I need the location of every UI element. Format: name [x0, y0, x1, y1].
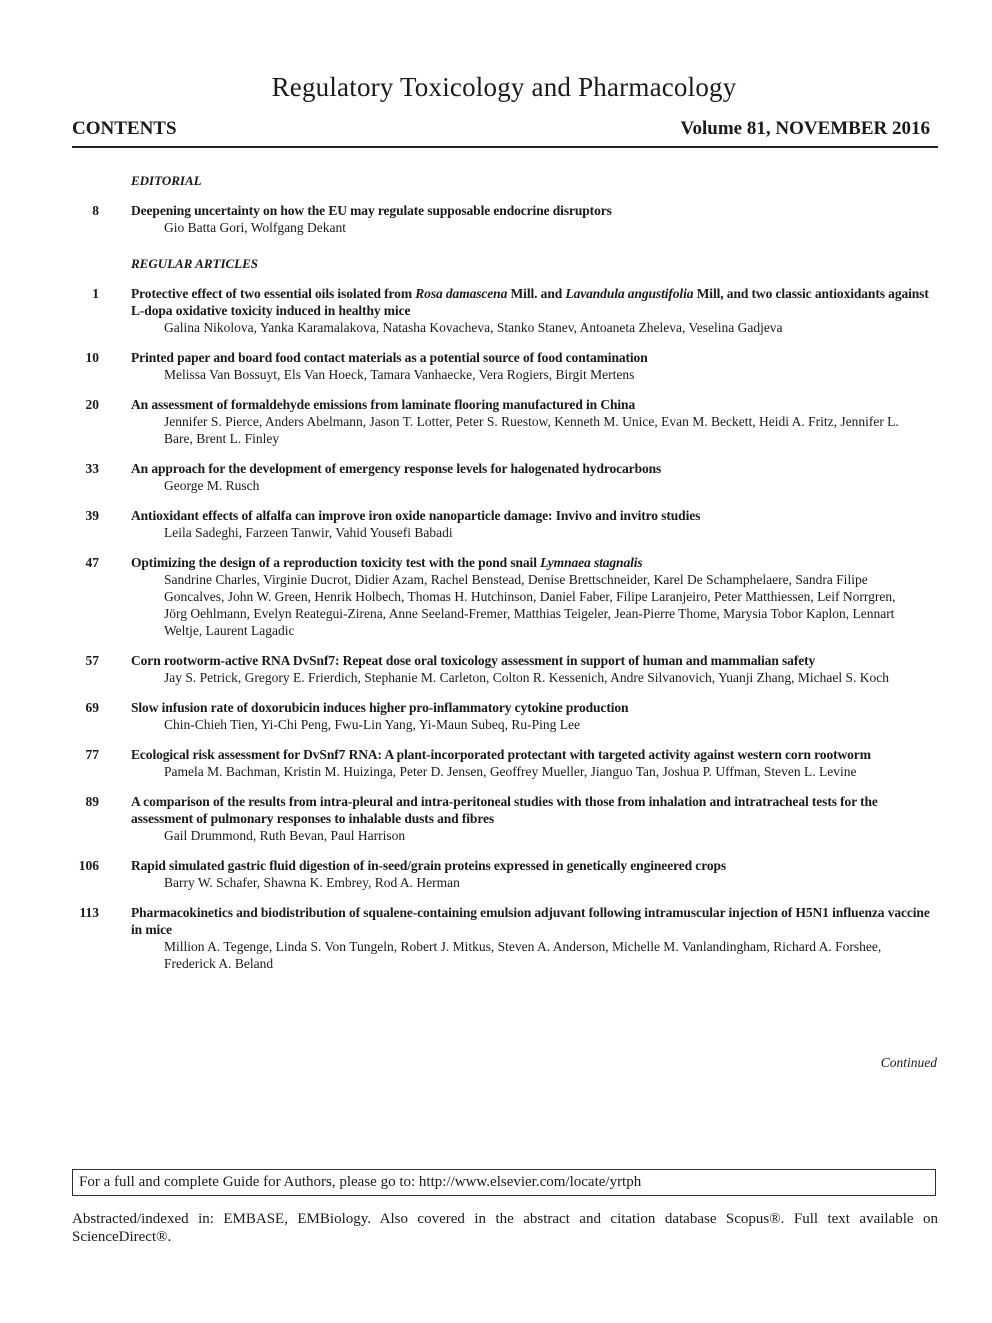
guide-for-authors-box [72, 1169, 936, 1196]
article-authors: Barry W. Schafer, Shawna K. Embrey, Rod A. Herman [164, 875, 460, 890]
article-authors: Jennifer S. Pierce, Anders Abelmann, Jason T. Lotter, Peter S. Ruestow, Kenneth M. Unice, Evan M. Beckett, Heidi A. Fritz, Jennifer L. Bare, Brent L. Finley [164, 414, 899, 446]
article-title[interactable]: Rapid simulated gastric fluid digestion of in-seed/grain proteins expressed in genetically engineered crops [131, 858, 727, 873]
article-authors: Million A. Tegenge, Linda S. Von Tungeln, Robert J. Mitkus, Steven A. Anderson, Michelle M. Vanlandingham, Richard A. Forshee, Frederick A. Beland [164, 939, 882, 971]
article-title[interactable]: Antioxidant effects of alfalfa can improve iron oxide nanoparticle damage: Invivo and invitro studies [131, 508, 701, 523]
section-heading: EDITORIAL [131, 173, 202, 188]
article-authors: Leila Sadeghi, Farzeen Tanwir, Vahid Yousefi Babadi [164, 525, 453, 540]
guide-for-authors-text: For a full and complete Guide for Authors, please go to: http://www.elsevier.com/locate/yrtph [79, 1174, 642, 1190]
page-number: 113 [79, 905, 99, 920]
article-authors: Chin-Chieh Tien, Yi-Chi Peng, Fwu-Lin Yang, Yi-Maun Subeq, Ru-Ping Lee [164, 717, 581, 732]
article-title[interactable]: Optimizing the design of a reproduction toxicity test with the pond snail Lymnaea stagnalis [131, 555, 643, 570]
page-number: 69 [85, 700, 99, 715]
contents-label: CONTENTS [72, 118, 177, 139]
page-number: 57 [85, 653, 99, 668]
toc-entry [72, 460, 942, 494]
article-title[interactable]: Slow infusion rate of doxorubicin induces higher pro-inflammatory cytokine production [131, 700, 629, 715]
toc-entry [72, 699, 942, 733]
page-number: 89 [85, 794, 99, 809]
toc-entry [72, 554, 942, 639]
article-title[interactable]: Protective effect of two essential oils isolated from Rosa damascena Mill. and Lavandula angustifolia Mill, and two classic antioxidants against L-dopa oxidative toxicity induced in healthy mice [131, 286, 929, 318]
article-authors: Melissa Van Bossuyt, Els Van Hoeck, Tamara Vanhaecke, Vera Rogiers, Birgit Mertens [164, 367, 635, 382]
article-title[interactable]: An assessment of formaldehyde emissions from laminate flooring manufactured in China [131, 397, 636, 412]
article-title[interactable]: Corn rootworm-active RNA DvSnf7: Repeat dose oral toxicology assessment in support of human and mammalian safety [131, 653, 816, 668]
page-number: 8 [92, 203, 99, 218]
page-number: 77 [85, 747, 99, 762]
section-heading: REGULAR ARTICLES [131, 256, 259, 271]
article-authors: Gio Batta Gori, Wolfgang Dekant [164, 220, 346, 235]
continued-label: Continued [880, 1055, 937, 1070]
toc-entry [72, 202, 942, 236]
article-title[interactable]: Printed paper and board food contact materials as a potential source of food contamination [131, 350, 648, 365]
toc-entry [72, 285, 942, 336]
journal-title: Regulatory Toxicology and Pharmacology [271, 72, 737, 102]
article-title[interactable]: Deepening uncertainty on how the EU may regulate supposable endocrine disruptors [131, 203, 612, 218]
article-authors: Galina Nikolova, Yanka Karamalakova, Natasha Kovacheva, Stanko Stanev, Antoaneta Zheleva, Veselina Gadjeva [164, 320, 783, 335]
toc-entry [72, 793, 942, 844]
page-number: 10 [85, 350, 99, 365]
page-number: 106 [78, 858, 99, 873]
page-number: 39 [85, 508, 99, 523]
article-title[interactable]: An approach for the development of emergency response levels for halogenated hydrocarbons [131, 461, 662, 476]
abstracted-indexed-note: Abstracted/indexed in: EMBASE, EMBiology. Also covered in the abstract and citation database Scopus®. Full text available on ScienceDirect®. [72, 1211, 938, 1245]
article-authors: Jay S. Petrick, Gregory E. Frierdich, Stephanie M. Carleton, Colton R. Kessenich, Andre Silvanovich, Yuanji Zhang, Michael S. Koch [164, 670, 889, 685]
article-title[interactable]: A comparison of the results from intra-pleural and intra-peritoneal studies with those from inhalation and intratracheal tests for the assessment of pulmonary responses to inhalable dusts and fibres [131, 794, 878, 826]
article-authors: Pamela M. Bachman, Kristin M. Huizinga, Peter D. Jensen, Geoffrey Mueller, Jianguo Tan, Joshua P. Uffman, Steven L. Levine [164, 764, 857, 779]
toc-entry [72, 904, 942, 972]
page-number: 1 [92, 286, 99, 301]
page-number: 20 [85, 397, 99, 412]
page-number: 47 [85, 555, 99, 570]
contents-header-bar [72, 118, 938, 148]
article-authors: Gail Drummond, Ruth Bevan, Paul Harrison [164, 828, 406, 843]
article-authors: George M. Rusch [164, 478, 260, 493]
toc-entry [72, 652, 942, 686]
article-title[interactable]: Ecological risk assessment for DvSnf7 RNA: A plant-incorporated protectant with targeted activity against western corn rootworm [131, 747, 871, 762]
toc-entry [72, 349, 942, 383]
toc-entry [72, 507, 942, 541]
article-authors: Sandrine Charles, Virginie Ducrot, Didier Azam, Rachel Benstead, Denise Brettschneider, Karel De Schamphelaere, Sandra Filipe Goncalves, John W. Green, Henrik Holbech, Thomas H. Hutchinson, Daniel Faber, Filipe Laranjeiro, Peter Matthiessen, Leif Norrgren, Jörg Oehlmann, Evelyn Reategui-Zirena, Anne Seeland-Fremer, Matthias Teigeler, Jean-Pierre Thome, Marysia Tobor Kaplon, Lennart Weltje, Laurent Lagadic [164, 572, 896, 638]
toc-entry [72, 857, 942, 891]
table-of-contents [72, 172, 942, 985]
toc-entry [72, 746, 942, 780]
page-number: 33 [85, 461, 99, 476]
toc-entry [72, 396, 942, 447]
volume-label: Volume 81, NOVEMBER 2016 [680, 118, 930, 139]
article-title[interactable]: Pharmacokinetics and biodistribution of squalene-containing emulsion adjuvant following intramuscular injection of H5N1 influenza vaccine in mice [131, 905, 930, 937]
